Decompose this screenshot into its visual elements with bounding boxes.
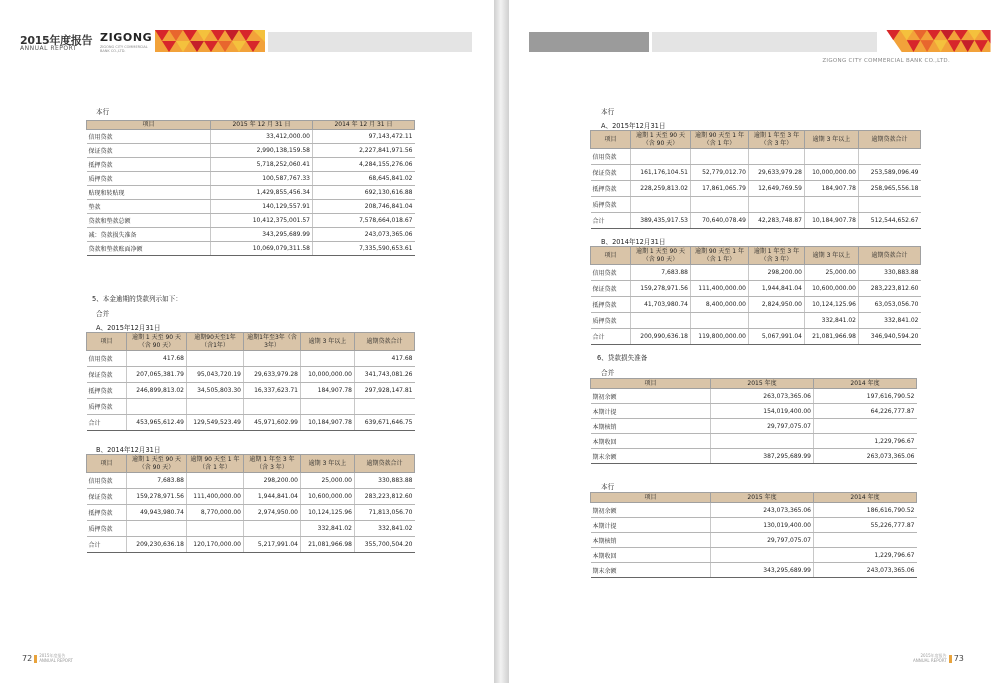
table-row <box>87 367 415 383</box>
table-cell: 12,649,769.59 <box>749 181 805 197</box>
table-cell: 100,587,767.33 <box>211 172 313 186</box>
table-cell: 453,965,612.49 <box>127 415 187 431</box>
table-cell: 45,971,602.99 <box>244 415 301 431</box>
subsection-2015: A、2015年12月31日 <box>601 122 666 130</box>
table-cell: 209,230,636.18 <box>127 537 187 553</box>
bank-overdue-2014-table <box>590 246 921 345</box>
table-cell: 52,779,012.70 <box>691 165 749 181</box>
row-label: 贴现和转贴现 <box>87 186 211 200</box>
table-row <box>591 518 917 533</box>
table-cell: 10,000,000.00 <box>301 367 355 383</box>
column-header: 逾期贷款合计 <box>355 455 415 473</box>
table-cell: 130,019,400.00 <box>711 518 814 533</box>
section-label-bank-2: 本行 <box>601 483 615 491</box>
table-cell <box>301 351 355 367</box>
column-header: 逾期 1 天至 90 天（含 90 天） <box>631 247 691 265</box>
table-row <box>591 563 917 578</box>
column-header: 项目 <box>87 455 127 473</box>
table-cell: 243,073,365.06 <box>313 228 415 242</box>
section-label-bank: 本行 <box>601 108 615 116</box>
table-row <box>87 489 415 505</box>
column-header: 逾期贷款合计 <box>859 131 921 149</box>
row-label: 保证贷款 <box>591 281 631 297</box>
table-cell: 298,200.00 <box>244 473 301 489</box>
row-label: 抵押贷款 <box>591 297 631 313</box>
column-header: 项目 <box>591 379 711 389</box>
row-label: 抵押贷款 <box>87 383 127 399</box>
table-row <box>591 533 917 548</box>
column-header: 逾期 1 年至 3 年（含 3 年） <box>244 455 301 473</box>
row-label: 本期计提 <box>591 404 711 419</box>
table-cell <box>244 521 301 537</box>
table-cell: 33,412,000.00 <box>211 130 313 144</box>
table-row <box>591 503 917 518</box>
header-gray-bar <box>268 32 472 52</box>
row-label: 质押贷款 <box>87 521 127 537</box>
table-row <box>591 197 921 213</box>
row-label: 抵押贷款 <box>87 505 127 521</box>
row-label: 垫款 <box>87 200 211 214</box>
decorative-triangle-band <box>155 30 265 52</box>
footer-annual-report: ANNUAL REPORT <box>39 657 73 663</box>
table-cell: 10,412,375,001.57 <box>211 214 313 228</box>
row-label: 本期核销 <box>591 533 711 548</box>
table-cell: 297,928,147.81 <box>355 383 415 399</box>
table-row <box>591 297 921 313</box>
table-cell: 16,337,623.71 <box>244 383 301 399</box>
table-header-row <box>591 131 921 149</box>
table-row <box>87 383 415 399</box>
table-row <box>87 415 415 431</box>
section-label-bank: 本行 <box>96 108 110 116</box>
table-cell: 330,883.88 <box>355 473 415 489</box>
table-cell: 7,683.88 <box>631 265 691 281</box>
column-header: 2014 年度 <box>814 379 917 389</box>
table-cell: 41,703,980.74 <box>631 297 691 313</box>
row-label: 期末余额 <box>591 563 711 578</box>
table-cell <box>244 399 301 415</box>
table-cell <box>749 149 805 165</box>
decorative-triangle-band <box>877 30 1000 52</box>
footer-report-title: 2015年度报告 <box>920 653 947 658</box>
table-cell: 55,226,777.87 <box>814 518 917 533</box>
column-header: 逾期 1 天至 90 天（含 90 天） <box>127 455 187 473</box>
row-label: 减：贷款损失准备 <box>87 228 211 242</box>
table-cell: 10,069,079,311.58 <box>211 242 313 256</box>
table-cell: 332,841.02 <box>301 521 355 537</box>
table-cell: 200,990,636.18 <box>631 329 691 345</box>
table-row <box>591 548 917 563</box>
row-label: 期初余额 <box>591 503 711 518</box>
table-row <box>87 228 415 242</box>
table-row <box>87 521 415 537</box>
table-cell: 692,130,616.88 <box>313 186 415 200</box>
table-cell: 343,295,689.99 <box>211 228 313 242</box>
table-cell: 42,283,748.87 <box>749 213 805 229</box>
column-header: 2015 年度 <box>711 379 814 389</box>
table-cell <box>631 313 691 329</box>
page-footer-right <box>913 654 964 663</box>
table-cell: 330,883.88 <box>859 265 921 281</box>
table-row <box>87 130 415 144</box>
table-cell: 71,813,056.70 <box>355 505 415 521</box>
row-label: 贷款和垫款账面净额 <box>87 242 211 256</box>
table-header-row <box>87 455 415 473</box>
table-cell <box>187 521 244 537</box>
table-cell: 159,278,971.56 <box>127 489 187 505</box>
book-spine <box>494 0 509 683</box>
table-cell: 417.68 <box>127 351 187 367</box>
table-cell: 34,505,803.30 <box>187 383 244 399</box>
table-cell <box>127 521 187 537</box>
page-number: 73 <box>953 654 964 663</box>
table-cell: 243,073,365.06 <box>711 503 814 518</box>
table-row <box>87 172 415 186</box>
table-row <box>591 281 921 297</box>
table-cell: 283,223,812.60 <box>859 281 921 297</box>
column-header: 逾期 3 年以上 <box>805 247 859 265</box>
table-cell: 111,400,000.00 <box>187 489 244 505</box>
table-cell: 5,718,252,060.41 <box>211 158 313 172</box>
row-label: 质押贷款 <box>87 399 127 415</box>
table-cell: 639,671,646.75 <box>355 415 415 431</box>
table-cell: 332,841.02 <box>859 313 921 329</box>
table-cell <box>859 149 921 165</box>
table-cell: 387,295,689.99 <box>711 449 814 464</box>
table-cell: 64,226,777.87 <box>814 404 917 419</box>
row-label: 期初余额 <box>591 389 711 404</box>
table-cell: 129,549,523.49 <box>187 415 244 431</box>
row-label: 合计 <box>87 537 127 553</box>
table-cell: 1,944,841.04 <box>749 281 805 297</box>
annual-report-label: ANNUAL REPORT <box>20 45 78 52</box>
table-cell: 10,184,907.78 <box>805 213 859 229</box>
table-cell <box>711 434 814 449</box>
table-cell: 512,544,652.67 <box>859 213 921 229</box>
column-header: 逾期 3 年以上 <box>301 333 355 351</box>
subsection-2015: A、2015年12月31日 <box>96 324 161 332</box>
table-cell <box>749 313 805 329</box>
table-cell: 154,019,400.00 <box>711 404 814 419</box>
right-page <box>509 0 1000 683</box>
table-cell: 332,841.02 <box>805 313 859 329</box>
table-row <box>591 449 917 464</box>
table-cell <box>631 197 691 213</box>
table-cell <box>691 313 749 329</box>
table-cell: 184,907.78 <box>301 383 355 399</box>
table-row <box>87 399 415 415</box>
column-header: 逾期 1 年至 3 年（含 3 年） <box>749 247 805 265</box>
table-cell: 2,824,950.00 <box>749 297 805 313</box>
row-label: 信用贷款 <box>87 130 211 144</box>
table-cell: 97,143,472.11 <box>313 130 415 144</box>
table-cell: 5,217,991.04 <box>244 537 301 553</box>
table-cell <box>749 197 805 213</box>
brand-name: ZIGONG <box>100 31 153 44</box>
table-row <box>591 404 917 419</box>
table-row <box>591 329 921 345</box>
row-label: 本期收回 <box>591 434 711 449</box>
table-header-row <box>87 333 415 351</box>
row-label: 信用贷款 <box>87 351 127 367</box>
row-label: 质押贷款 <box>87 172 211 186</box>
row-label: 抵押贷款 <box>87 158 211 172</box>
table-row <box>87 351 415 367</box>
table-cell: 7,335,590,653.61 <box>313 242 415 256</box>
table-cell: 4,284,155,276.06 <box>313 158 415 172</box>
table-cell: 1,229,796.67 <box>814 434 917 449</box>
column-header: 项目 <box>87 121 211 130</box>
table-row <box>591 313 921 329</box>
column-header: 逾期 90 天至 1 年（含 1 年） <box>691 247 749 265</box>
report-year-title: 2015年度报告 <box>20 34 93 47</box>
row-label: 本期计提 <box>591 518 711 533</box>
table-cell: 355,700,504.20 <box>355 537 415 553</box>
table-row <box>87 214 415 228</box>
table-cell: 228,259,813.02 <box>631 181 691 197</box>
table-cell: 159,278,971.56 <box>631 281 691 297</box>
row-label: 信用贷款 <box>591 149 631 165</box>
brand-subtitle: ZIGONG CITY COMMERCIAL BANK CO.,LTD. <box>100 45 148 53</box>
column-header: 逾期1年至3年（含3年） <box>244 333 301 351</box>
table-cell: 2,227,841,971.56 <box>313 144 415 158</box>
table-cell: 184,907.78 <box>805 181 859 197</box>
table-cell: 111,400,000.00 <box>691 281 749 297</box>
page-number: 72 <box>22 654 33 663</box>
table-cell: 8,770,000.00 <box>187 505 244 521</box>
table-cell <box>301 399 355 415</box>
column-header: 逾期 1 天至 90 天（含 90 天） <box>127 333 187 351</box>
table-cell: 161,176,104.51 <box>631 165 691 181</box>
row-label: 合计 <box>87 415 127 431</box>
table-cell: 1,944,841.04 <box>244 489 301 505</box>
column-header: 逾期 90 天至 1 年（含 1 年） <box>187 455 244 473</box>
overdue-loans-2014-table <box>86 454 415 553</box>
row-label: 贷款和垫款总额 <box>87 214 211 228</box>
row-label: 合计 <box>591 213 631 229</box>
table-cell: 258,965,556.18 <box>859 181 921 197</box>
table-cell: 29,797,075.07 <box>711 419 814 434</box>
column-header: 项目 <box>591 493 711 503</box>
table-cell: 417.68 <box>355 351 415 367</box>
table-cell <box>631 149 691 165</box>
table-row <box>591 181 921 197</box>
table-row <box>87 200 415 214</box>
table-header-row <box>591 379 917 389</box>
table-cell <box>187 399 244 415</box>
table-row <box>591 419 917 434</box>
table-cell <box>691 197 749 213</box>
column-header: 逾期 1 天至 90 天（含 90 天） <box>631 131 691 149</box>
row-label: 期末余额 <box>591 449 711 464</box>
row-label: 保证贷款 <box>87 144 211 158</box>
table-row <box>591 149 921 165</box>
table-row <box>591 389 917 404</box>
note-loan-loss-provision: 6、贷款损失准备 <box>597 354 648 362</box>
table-cell: 253,589,096.49 <box>859 165 921 181</box>
row-label: 信用贷款 <box>591 265 631 281</box>
column-header: 2015 年度 <box>711 493 814 503</box>
table-cell: 5,067,991.04 <box>749 329 805 345</box>
table-cell <box>355 399 415 415</box>
header-gray-bar <box>652 32 877 52</box>
table-cell: 120,170,000.00 <box>187 537 244 553</box>
table-cell: 119,800,000.00 <box>691 329 749 345</box>
table-cell: 10,600,000.00 <box>301 489 355 505</box>
row-label: 保证贷款 <box>591 165 631 181</box>
table-cell <box>814 419 917 434</box>
table-cell: 263,073,365.06 <box>814 449 917 464</box>
column-header: 逾期贷款合计 <box>859 247 921 265</box>
table-cell: 243,073,365.06 <box>814 563 917 578</box>
table-cell: 298,200.00 <box>749 265 805 281</box>
column-header: 逾期 3 年以上 <box>301 455 355 473</box>
table-cell <box>859 197 921 213</box>
table-cell: 95,043,720.19 <box>187 367 244 383</box>
table-row <box>591 165 921 181</box>
table-cell <box>127 399 187 415</box>
footer-marker <box>34 655 37 663</box>
bank-name-header: ZIGONG CITY COMMERCIAL BANK CO.,LTD. <box>822 58 950 64</box>
footer-marker <box>949 655 952 663</box>
table-cell: 63,053,056.70 <box>859 297 921 313</box>
table-cell: 29,633,979.28 <box>749 165 805 181</box>
column-header: 逾期 1 年至 3 年（含 3 年） <box>749 131 805 149</box>
page-footer-left <box>22 654 73 663</box>
row-label: 质押贷款 <box>591 197 631 213</box>
table-cell: 7,683.88 <box>127 473 187 489</box>
table-cell: 25,000.00 <box>301 473 355 489</box>
table-cell: 246,899,813.02 <box>127 383 187 399</box>
column-header: 逾期贷款合计 <box>355 333 415 351</box>
table-cell: 10,124,125.96 <box>301 505 355 521</box>
table-cell: 29,797,075.07 <box>711 533 814 548</box>
table-cell: 207,065,381.79 <box>127 367 187 383</box>
table-header-row <box>87 121 415 130</box>
table-cell: 1,229,796.67 <box>814 548 917 563</box>
table-row <box>87 158 415 172</box>
table-cell: 10,600,000.00 <box>805 281 859 297</box>
table-cell: 197,616,790.52 <box>814 389 917 404</box>
row-label: 本期核销 <box>591 419 711 434</box>
table-cell: 186,616,790.52 <box>814 503 917 518</box>
note-overdue-loans: 5、本金逾期的贷款列示如下： <box>92 295 182 303</box>
table-cell: 25,000.00 <box>805 265 859 281</box>
column-header: 2015 年 12 月 31 日 <box>211 121 313 130</box>
table-row <box>87 473 415 489</box>
table-row <box>591 434 917 449</box>
column-header: 2014 年 12 月 31 日 <box>313 121 415 130</box>
table-cell: 10,000,000.00 <box>805 165 859 181</box>
table-cell: 283,223,812.60 <box>355 489 415 505</box>
table-cell <box>244 351 301 367</box>
table-cell: 1,429,855,456.34 <box>211 186 313 200</box>
table-row <box>87 144 415 158</box>
table-cell: 389,435,917.53 <box>631 213 691 229</box>
provision-consolidated-table <box>590 378 917 464</box>
table-cell <box>814 533 917 548</box>
row-label: 保证贷款 <box>87 367 127 383</box>
table-cell: 332,841.02 <box>355 521 415 537</box>
subsection-2014: B、2014年12月31日 <box>601 238 666 246</box>
table-header-row <box>591 247 921 265</box>
table-cell <box>805 197 859 213</box>
table-cell: 8,400,000.00 <box>691 297 749 313</box>
table-cell: 7,578,664,018.67 <box>313 214 415 228</box>
table-cell: 68,645,841.02 <box>313 172 415 186</box>
table-cell: 17,861,065.79 <box>691 181 749 197</box>
table-row <box>591 265 921 281</box>
row-label: 质押贷款 <box>591 313 631 329</box>
column-header: 2014 年度 <box>814 493 917 503</box>
table-cell: 263,073,365.06 <box>711 389 814 404</box>
loan-type-table <box>86 120 415 256</box>
row-label: 保证贷款 <box>87 489 127 505</box>
table-cell: 208,746,841.04 <box>313 200 415 214</box>
overdue-loans-2015-table <box>86 332 415 431</box>
table-row <box>87 505 415 521</box>
column-header: 逾期 3 年以上 <box>805 131 859 149</box>
table-cell: 21,081,966.98 <box>301 537 355 553</box>
table-cell: 2,974,950.00 <box>244 505 301 521</box>
footer-report-title: 2015年度报告 <box>39 653 66 658</box>
table-row <box>87 186 415 200</box>
table-cell <box>805 149 859 165</box>
row-label: 信用贷款 <box>87 473 127 489</box>
table-cell: 70,640,078.49 <box>691 213 749 229</box>
provision-bank-table <box>590 492 917 578</box>
section-label-consolidated: 合并 <box>601 369 615 377</box>
table-cell <box>187 351 244 367</box>
table-cell: 29,633,979.28 <box>244 367 301 383</box>
column-header: 项目 <box>591 247 631 265</box>
left-page <box>0 0 494 683</box>
footer-annual-report: ANNUAL REPORT <box>913 657 947 663</box>
table-cell: 346,940,594.20 <box>859 329 921 345</box>
table-cell: 10,124,125.96 <box>805 297 859 313</box>
bank-overdue-2015-table <box>590 130 921 229</box>
table-cell <box>711 548 814 563</box>
table-row <box>87 242 415 256</box>
row-label: 合计 <box>591 329 631 345</box>
table-row <box>87 537 415 553</box>
subsection-2014: B、2014年12月31日 <box>96 446 161 454</box>
table-cell: 21,081,966.98 <box>805 329 859 345</box>
table-header-row <box>591 493 917 503</box>
column-header: 项目 <box>87 333 127 351</box>
column-header: 项目 <box>591 131 631 149</box>
table-cell <box>691 265 749 281</box>
table-cell: 343,295,689.99 <box>711 563 814 578</box>
section-label-consolidated: 合并 <box>96 310 110 318</box>
table-cell: 2,990,138,159.58 <box>211 144 313 158</box>
table-cell: 10,184,907.78 <box>301 415 355 431</box>
column-header: 逾期90天至1年（含1年） <box>187 333 244 351</box>
table-cell: 49,943,980.74 <box>127 505 187 521</box>
table-cell <box>691 149 749 165</box>
table-row <box>591 213 921 229</box>
row-label: 本期收回 <box>591 548 711 563</box>
table-cell: 140,129,557.91 <box>211 200 313 214</box>
row-label: 抵押贷款 <box>591 181 631 197</box>
table-cell: 341,743,081.26 <box>355 367 415 383</box>
table-cell <box>187 473 244 489</box>
column-header: 逾期 90 天至 1 年（含 1 年） <box>691 131 749 149</box>
header-dark-bar <box>529 32 649 52</box>
